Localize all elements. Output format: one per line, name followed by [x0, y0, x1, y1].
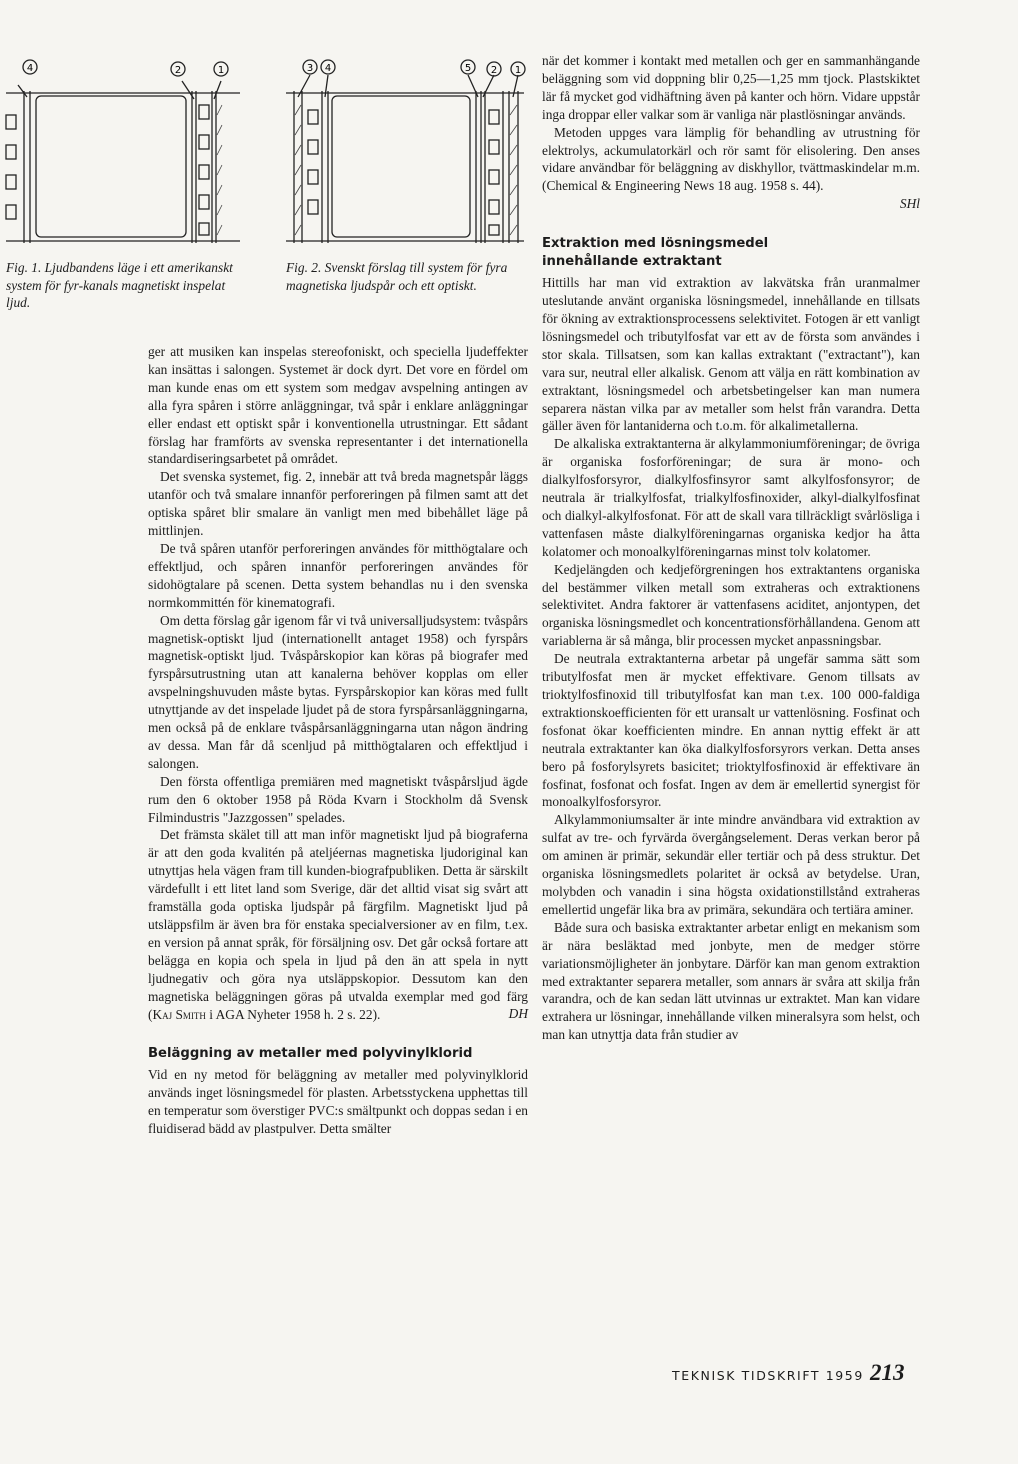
signature-dh: DH — [508, 1006, 528, 1022]
figure-1-diagram — [0, 55, 245, 250]
reference-author: Kaj Smith — [152, 1006, 206, 1022]
signature-shl: SHl — [899, 196, 920, 212]
right-paragraph-top-1: när det kommer i kontakt med metallen och ger en sammanhängande beläggning som vid doppning blir 0,25—1,25 mm tjock. Plastskiktet lär få mycket god vidhäftning även på kanter och hörn. Vidare uppstår inga droppar eller valkar som är vanliga när plastlösningar används. — [542, 53, 920, 122]
fig2-label-3: 3 — [306, 63, 314, 74]
left-paragraph-6-text: Det främsta skälet till att man inför magnetiskt ljud på biograferna är att den goda kvalitén på ateljéernas magnetiska ljudoriginal kan utnyttjas hela vägen fram till kunden-biografpubliken. Detta är särskilt värdefullt i ett litet land som Sverige, där det alltid visat sig svårt att framställa goda optiska ljudspår på färgfilm. Magnetiskt ljud på utsläppsfilm är även bra för enstaka specialversioner av en film, t.ex. en version på annat språk, för försäljning osv. Det går också fortare att belägga en kopia och spela in ljud på den än att spela in nytt ljudnegativ och göra nya utsläppskopior. Dessutom kan den magnetiska beläggningen göras på utvalda exemplar med god färg ( — [148, 827, 528, 1022]
left-paragraph-2: Det svenska systemet, fig. 2, innebär att två breda magnetspår läggs utanför och två smalare innanför perforeringen på filmen samt att det optiska spåret blir smalare än vanligt men med bibehållet läge på mittlinjen. — [148, 469, 528, 539]
fig1-label-1: 1 — [217, 65, 225, 76]
figure-1-caption: Fig. 1. Ljudbandens läge i ett amerikanskt system för fyr-kanals magnetiskt inspelat ljud. — [6, 260, 233, 310]
fig2-label-2: 2 — [490, 65, 498, 76]
right-paragraph-top-2: Metoden uppges vara lämplig för behandling av utrustning för elektrolys, ackumulatorkärl och rör samt för elisolering. Den anses vidare användbar för beläggning av diskhyllor, tvättmaskindelar m.m. (Chemical & Engineering News 18 aug. 1958 s. 44). — [542, 124, 920, 194]
right-paragraph-3: Kedjelängden och kedjeförgreningen hos extraktantens organiska del bestämmer vilken metall som extraheras och extraktionens selektivitet. Andra faktorer är vattenfasens aciditet, anjontypen, det organiska lösningsmedlet och koncentrationsförhållandena. Genom att variablerna är så många, blir processen mycket anpassningsbar. — [542, 561, 920, 649]
reference-rest: i AGA Nyheter 1958 h. 2 s. 22). — [205, 1006, 381, 1022]
left-paragraph-3: De två spåren utanför perforeringen användes för mitthögtalare och effektljud, och spåren innanför perforeringen användes för sidohögtalare på scenen. Detta system behandlas nu i den svenska normkommittén för kinematografi. — [148, 540, 528, 610]
fig2-label-1: 1 — [514, 65, 522, 76]
figure-2-diagram — [282, 55, 532, 250]
right-paragraph-2: De alkaliska extraktanterna är alkylammoniumföreningar; de övriga är organiska fosforföreningar; de sura är mono- och dialkylfosforsyror, dialkylfosfinsyror samt alkylfosfonsyror; de neutrala är trialkylfosfat, trialkylfosfinoxider, alkyl-dialkylfosfinat och dialkyl-alkylfosfonat. För att de skall vara tillräckligt svårlösliga i vattenfasen måste dialkylföreningarnas organiska kedjor ha åtta kolatomer och monoalkylföreningarnas minst tolv kolatomer. — [542, 436, 920, 559]
section-pvc-text: Vid en ny metod för beläggning av metaller med polyvinylklorid används inget lösningsmedel för plasten. Arbetsstyckena upphettas till en temperatur som överstiger PVC:s smältpunkt och doppas sedan i en fluidiserad bädd av plastpulver. Detta smälter — [148, 1067, 528, 1137]
fig2-label-4: 4 — [324, 63, 332, 74]
left-column — [148, 343, 528, 1138]
left-paragraph-1: ger att musiken kan inspelas stereofoniskt, och speciella ljudeffekter kan insättas i salongen. Systemet är dock dyrt. Det vore en fördel om man kunde enas om ett system som medgav avspelning antingen av alla fyra spåren i större anläggningar, två spår i enklare anläggningar eller endast ett optiskt spår i konventionella utrustningar. Ett sådant förslag har framförts av svenska representanter i det internationella standardiseringsarbetet på området. — [148, 344, 528, 467]
right-paragraph-5: Alkylammoniumsalter är inte mindre användbara vid extraktion av sulfat av tre- och fyrvärda övergångselement. Deras verkan beror på om aminen är primär, sekundär eller tertiär och på dess struktur. Det organiska lösningsmedlets polaritet är också av betydelse. Uran, molybden och vanadin i sina högsta oxidationstillstånd extraheras emellertid ungefär lika bra av primära, sekundära och tertiära aminer. — [542, 812, 920, 917]
fig1-label-4: 4 — [26, 63, 34, 74]
left-paragraph-6 — [148, 826, 528, 1023]
section-title-extraktion: Extraktion med lösningsmedel innehållande extraktant — [542, 236, 769, 270]
journal-footer: TEKNISK TIDSKRIFT 1959 — [672, 1368, 864, 1383]
right-paragraph-4: De neutrala extraktanterna arbetar på ungefär samma sätt som tributylfosfat men är mycket effektivare. Genom tillsats av trioktylfosfinoxid till tributylfosfat kan man t.ex. 100 000-faldiga extraktionskoefficienten för ett uransalt ur vattenlösning. Fosfinat och fosfonat ökar koefficienten mindre. En annan nyttig effekt är att neutrala extraktanter kan öka dialkylfosforsyrors verkan. Detta anses bero på fosforylsyrets basicitet; trioktylfosfinoxid är effektivare än fosfinat, fosfonat och fosfat. Ingen av dem är emellertid synergist för monoalkylfosforsyror. — [542, 651, 920, 810]
right-paragraph-1: Hittills har man vid extraktion av lakvätska från uranmalmer uteslutande använt organiska lösningsmedel, innehållande en tillsats för ökning av extraktionsprocessens selektivitet. Fotogen är ett vanligt lösningsmedel och tributylfosfat var ett av de första som användes i stor skala. Tillsatsen, som kan kallas extraktant ("extractant"), kan vara sur, neutral eller alkalisk. Genom att välja en rätt kombination av extraktant, lösningsmedel och arbetsbetingelser kan man numera separera nästan vilka par av metaller som helst från varandra. Detta gäller även för lantaniderna och t.o.m. för alkalimetallerna. — [542, 275, 920, 434]
right-column — [542, 52, 920, 1044]
fig1-label-2: 2 — [174, 65, 182, 76]
figure-2-caption: Fig. 2. Svenskt förslag till system för fyra magnetiska ljudspår och ett optiskt. — [286, 260, 508, 293]
left-paragraph-4: Om detta förslag går igenom får vi två universalljudsystem: tvåspårs magnetisk-optiskt ljud (internationellt antaget 1958) och fyrspårs magnetisk-optiskt ljud. Tvåspårskopior kan köras på biografer med fyrspårsutrustning utan att kanalerna behöver kopplas om eller avspelningshuvuden måste bytas. Fyrspårskopior kan köras med fullt utnyttjande av det inspelade ljudet på de stora fyrspårsanläggningarna, men också på de enklare tvåspårsanläggningarna utan någon ändring av dessa. Man får då scenljud på mitthögtalaren och effektljud i salongen. — [148, 612, 528, 771]
left-paragraph-5: Den första offentliga premiären med magnetiskt tvåspårsljud ägde rum den 6 oktober 1958 på Röda Kvarn i Stockholm då Svensk Filmindustris "Jazzgossen" spelades. — [148, 773, 528, 825]
right-paragraph-6: Både sura och basiska extraktanter arbetar enligt en mekanism som är nära besläktad med jonbyte, men de medger större variationsmöjligheter än jonbytare. Därför kan man genom extraktion med extraktanter separera metaller, som annars är svåra att skilja från varandra, och de kan sedan lätt utvinnas ur extraktet. Man kan vidare extrahera ur lösningar, innehållande vilken mineralsyra som helst, och man kan utnyttja data från studier av — [542, 919, 920, 1043]
section-title-pvc: Beläggning av metaller med polyvinylklorid — [148, 1046, 473, 1062]
fig2-label-5: 5 — [464, 63, 472, 74]
page-number: 213 — [870, 1360, 905, 1385]
